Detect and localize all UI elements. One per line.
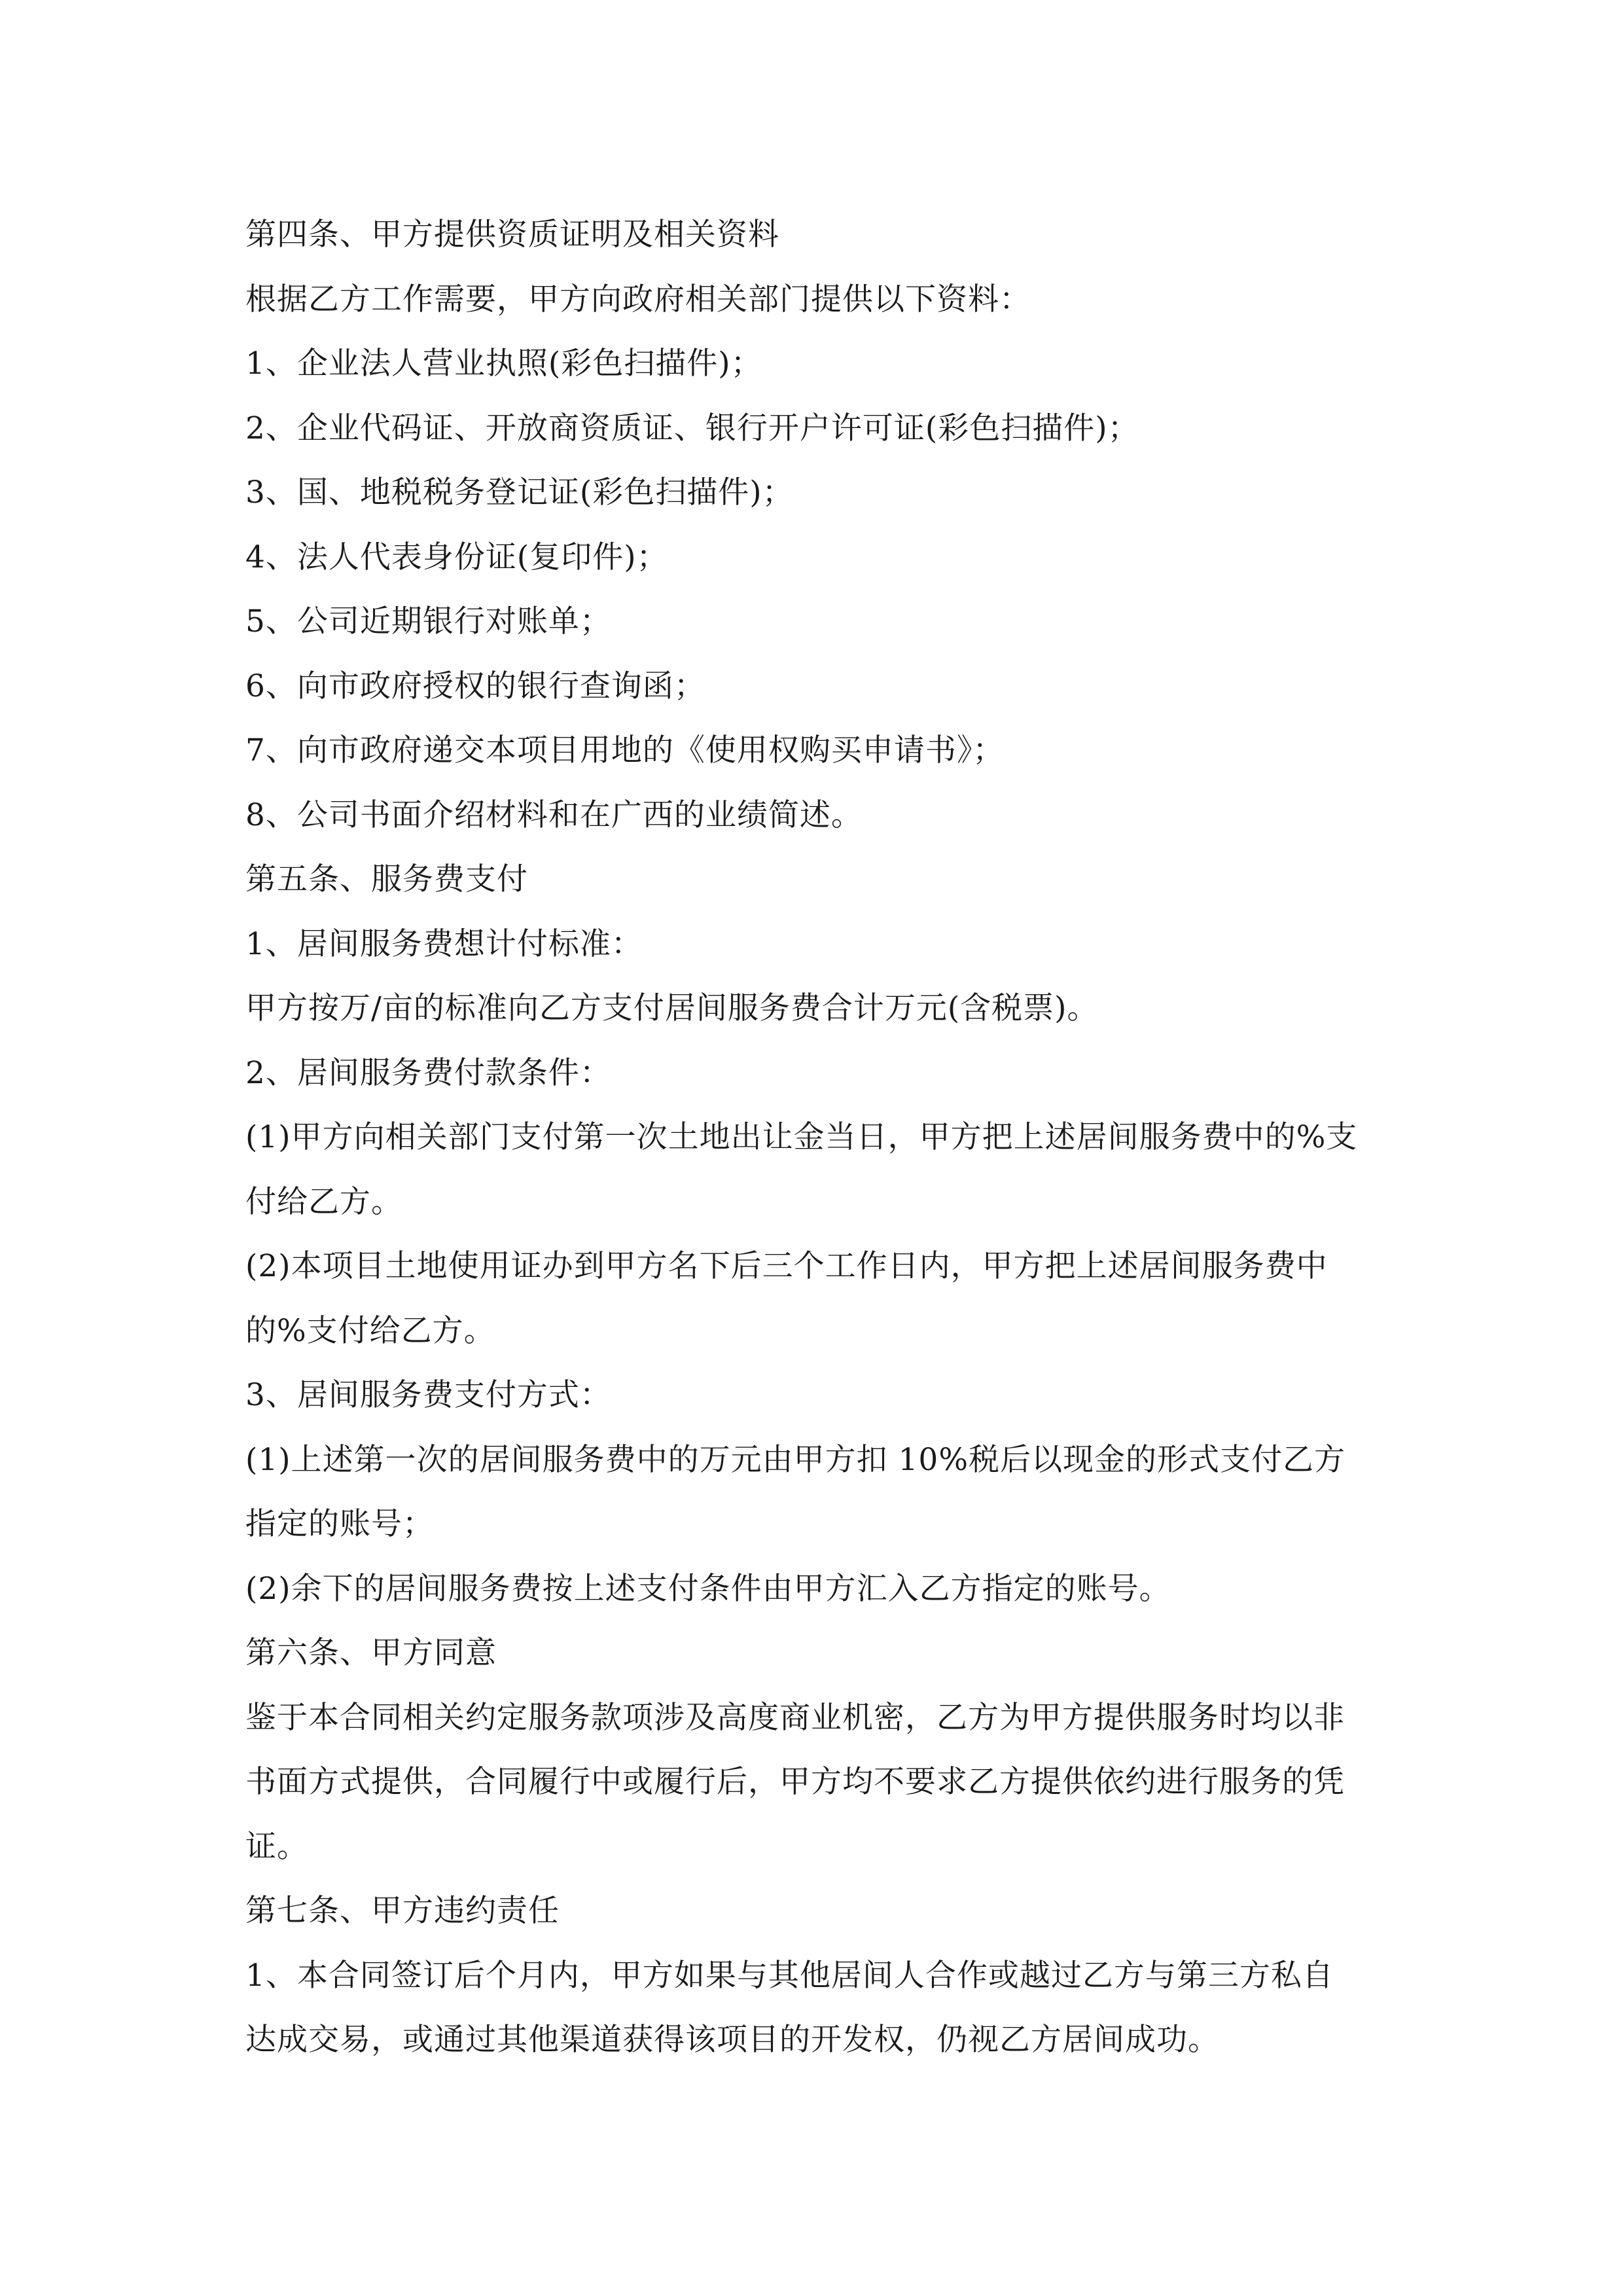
article-6-heading: 第六条、甲方同意 [245, 1635, 497, 1671]
paragraph-line: 1、本合同签订后个月内，甲方如果与其他居间人合作或越过乙方与第三方私自 [245, 1957, 1334, 1994]
document-body [245, 203, 1384, 2073]
article-4-heading: 第四条、甲方提供资质证明及相关资料 [245, 217, 779, 253]
list-item: 8、公司书面介绍材料和在广西的业绩简述。 [245, 797, 863, 833]
article-7-heading: 第七条、甲方违约责任 [245, 1893, 560, 1929]
paragraph-line: 达成交易，或通过其他渠道获得该项目的开发权，仍视乙方居间成功。 [245, 2022, 1219, 2058]
article-5-heading: 第五条、服务费支付 [245, 861, 528, 897]
paragraph-line: (2)本项目土地使用证办到甲方名下后三个工作日内，甲方把上述居间服务费中 [245, 1248, 1328, 1284]
list-item: 3、居间服务费支付方式： [245, 1377, 611, 1413]
list-item: 7、向市政府递交本项目用地的《使用权购买申请书》； [245, 732, 1005, 768]
paragraph-line: 书面方式提供，合同履行中或履行后，甲方均不要求乙方提供依约进行服务的凭 [245, 1764, 1345, 1800]
paragraph-line: 根据乙方工作需要，甲方向政府相关部门提供以下资料： [245, 281, 1031, 317]
list-item: 3、国、地税税务登记证(彩色扫描件)； [245, 475, 794, 511]
list-item: 5、公司近期银行对账单； [245, 603, 611, 639]
paragraph-line: 鉴于本合同相关约定服务款项涉及高度商业机密，乙方为甲方提供服务时均以非 [245, 1699, 1345, 1736]
list-item: 1、企业法人营业执照(彩色扫描件)； [245, 346, 762, 382]
paragraph-line: 指定的账号； [245, 1506, 434, 1542]
paragraph-line: (1)上述第一次的居间服务费中的万元由甲方扣 10%税后以现金的形式支付乙方 [245, 1441, 1346, 1478]
list-item: 6、向市政府授权的银行查询函； [245, 668, 705, 704]
list-item: 1、居间服务费想计付标准： [245, 925, 643, 962]
paragraph-line: (1)甲方向相关部门支付第一次土地出让金当日，甲方把上述居间服务费中的%支 [245, 1119, 1358, 1155]
list-item: 4、法人代表身份证(复印件)； [245, 539, 668, 575]
paragraph-line: 证。 [245, 1828, 308, 1865]
list-item: 2、企业代码证、开放商资质证、银行开户许可证(彩色扫描件)； [245, 410, 1139, 446]
list-item: 2、居间服务费付款条件： [245, 1054, 611, 1091]
paragraph-line: 付给乙方。 [245, 1183, 402, 1220]
paragraph-line: (2)余下的居间服务费按上述支付条件由甲方汇入乙方指定的账号。 [245, 1570, 1171, 1607]
paragraph-line: 的%支付给乙方。 [245, 1312, 495, 1349]
paragraph-line: 甲方按万/亩的标准向乙方支付居间服务费合计万元(含税票)。 [245, 990, 1099, 1026]
